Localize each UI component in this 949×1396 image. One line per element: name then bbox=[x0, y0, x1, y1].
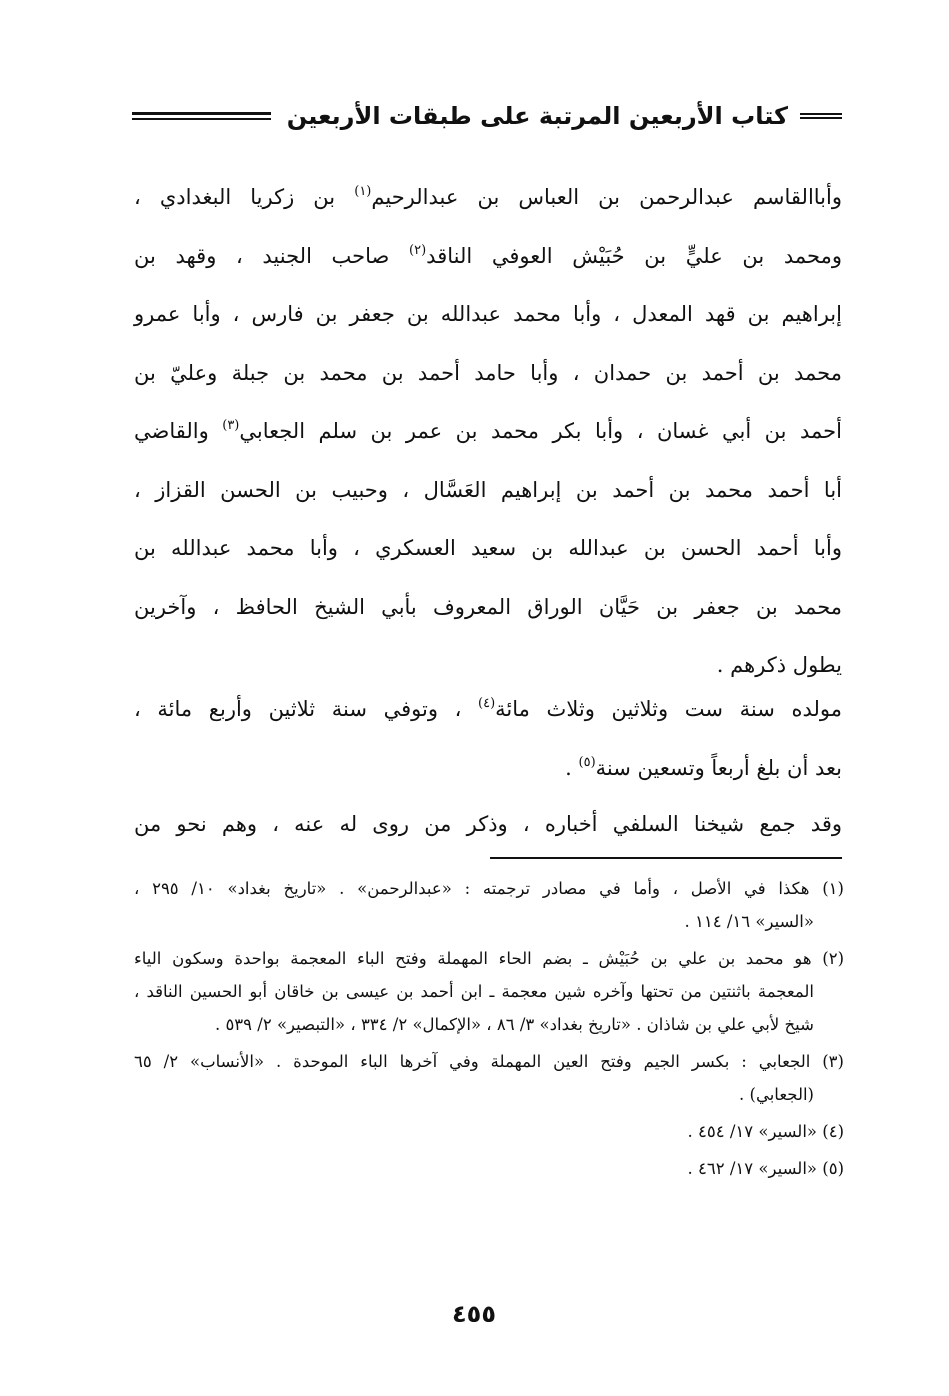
text-line: يطول ذكرهم . bbox=[716, 653, 842, 677]
footnote-ref[interactable]: (٣) bbox=[222, 418, 240, 433]
text-segment: بعد أن بلغ أربعاً وتسعين سنة bbox=[595, 755, 842, 780]
footnote-line: شيخ لأبي علي بن شاذان . «تاريخ بغداد» ٣/ ٨٦ ، «الإكمال» ٢/ ٣٣٤ ، «التبصير» ٢/ ٥٣٩ . bbox=[214, 1015, 814, 1034]
running-header bbox=[132, 96, 842, 136]
footnote-line: «السير» ١٦/ ١١٤ . bbox=[684, 912, 814, 931]
footnotes bbox=[134, 872, 844, 1189]
text-segment: ومحمد بن عليٍّ بن حُبَيْش العوفي الناقد bbox=[426, 243, 842, 268]
footnote-ref[interactable]: (٤) bbox=[478, 696, 496, 711]
paragraph-2 bbox=[134, 680, 842, 797]
footnote-1 bbox=[134, 872, 844, 938]
footnote-5 bbox=[134, 1152, 844, 1185]
footnote-line: (الجعابي) . bbox=[739, 1085, 814, 1104]
text-line: وقد جمع شيخنا السلفي أخباره ، وذكر من روى له عنه ، وهم نحو من bbox=[134, 812, 842, 836]
text-line: محمد بن أحمد بن حمدان ، وأبا حامد أحمد بن محمد بن جبلة وعليّ بن bbox=[134, 360, 842, 385]
text-segment: أحمد بن أبي غسان ، وأبا بكر محمد بن عمر بن سلم الجعابي bbox=[239, 419, 842, 443]
paragraph-1 bbox=[134, 168, 842, 695]
text-segment: مولده سنة ست وثلاثين وثلاث مائة bbox=[495, 697, 842, 721]
footnote-line: (٣) الجعابي : بكسر الجيم وفتح العين المهملة وفي آخرها الباء الموحدة . «الأنساب» ٢/ ٦٥ bbox=[134, 1052, 844, 1071]
text-line bbox=[134, 227, 842, 286]
footnote-2 bbox=[134, 942, 844, 1041]
footnote-line: المعجمة باثنتين من تحتها وآخره شين معجمة ـ ابن أحمد بن عيسى بن خاقان أبو الحسين الناقد ، bbox=[134, 982, 814, 1001]
text-line bbox=[134, 168, 842, 227]
text-line bbox=[134, 402, 842, 461]
text-segment: والقاضي bbox=[134, 419, 209, 443]
header-rule-long bbox=[132, 112, 271, 120]
footnote-ref[interactable]: (٥) bbox=[578, 754, 596, 770]
footnote-3 bbox=[134, 1045, 844, 1111]
text-line bbox=[134, 739, 842, 798]
text-line: أبا أحمد محمد بن أحمد بن إبراهيم العَسَّال ، وحبيب بن الحسن القزاز ، bbox=[134, 477, 842, 502]
text-segment: ، وتوفي سنة ثلاثين وأربع مائة ، bbox=[134, 697, 462, 721]
text-line: محمد بن جعفر بن حَيَّان الوراق المعروف بأبي الشيخ الحافظ ، وآخرين bbox=[134, 594, 842, 619]
footnote-ref[interactable]: (٢) bbox=[409, 242, 427, 258]
page-number: ٤٥٥ bbox=[452, 1300, 496, 1328]
paragraph-3 bbox=[134, 795, 842, 854]
footnote-line: (٥) «السير» ١٧/ ٤٦٢ . bbox=[687, 1159, 844, 1178]
text-line: إبراهيم بن قهد المعدل ، وأبا محمد عبدالله بن جعفر بن فارس ، وأبا عمرو bbox=[134, 302, 842, 326]
footnote-ref[interactable]: (١) bbox=[354, 184, 372, 199]
header-rule-short bbox=[800, 113, 842, 119]
footnote-line: (٢) هو محمد بن علي بن حُبَيْش ـ بضم الحاء المهملة وفتح الباء المعجمة بواحدة وسكون الياء bbox=[134, 949, 844, 968]
text-line bbox=[134, 680, 842, 739]
text-segment: بن زكريا البغدادي ، bbox=[134, 185, 336, 209]
footnote-separator bbox=[490, 857, 842, 859]
footnote-4 bbox=[134, 1115, 844, 1148]
footnote-line: (١) هكذا في الأصل ، وأما في مصادر ترجمته : «عبدالرحمن» . «تاريخ بغداد» ١٠/ ٢٩٥ ، bbox=[134, 879, 844, 898]
text-segment: . bbox=[565, 755, 572, 780]
footnote-line: (٤) «السير» ١٧/ ٤٥٤ . bbox=[687, 1122, 844, 1141]
text-segment: وأباالقاسم عبدالرحمن بن العباس بن عبدالرحيم bbox=[371, 185, 843, 209]
book-title: كتاب الأربعين المرتبة على طبقات الأربعين bbox=[286, 102, 788, 130]
text-line: وأبا أحمد الحسن بن عبدالله بن سعيد العسكري ، وأبا محمد عبدالله بن bbox=[134, 536, 842, 560]
text-segment: صاحب الجنيد ، وقهد بن bbox=[134, 243, 390, 268]
